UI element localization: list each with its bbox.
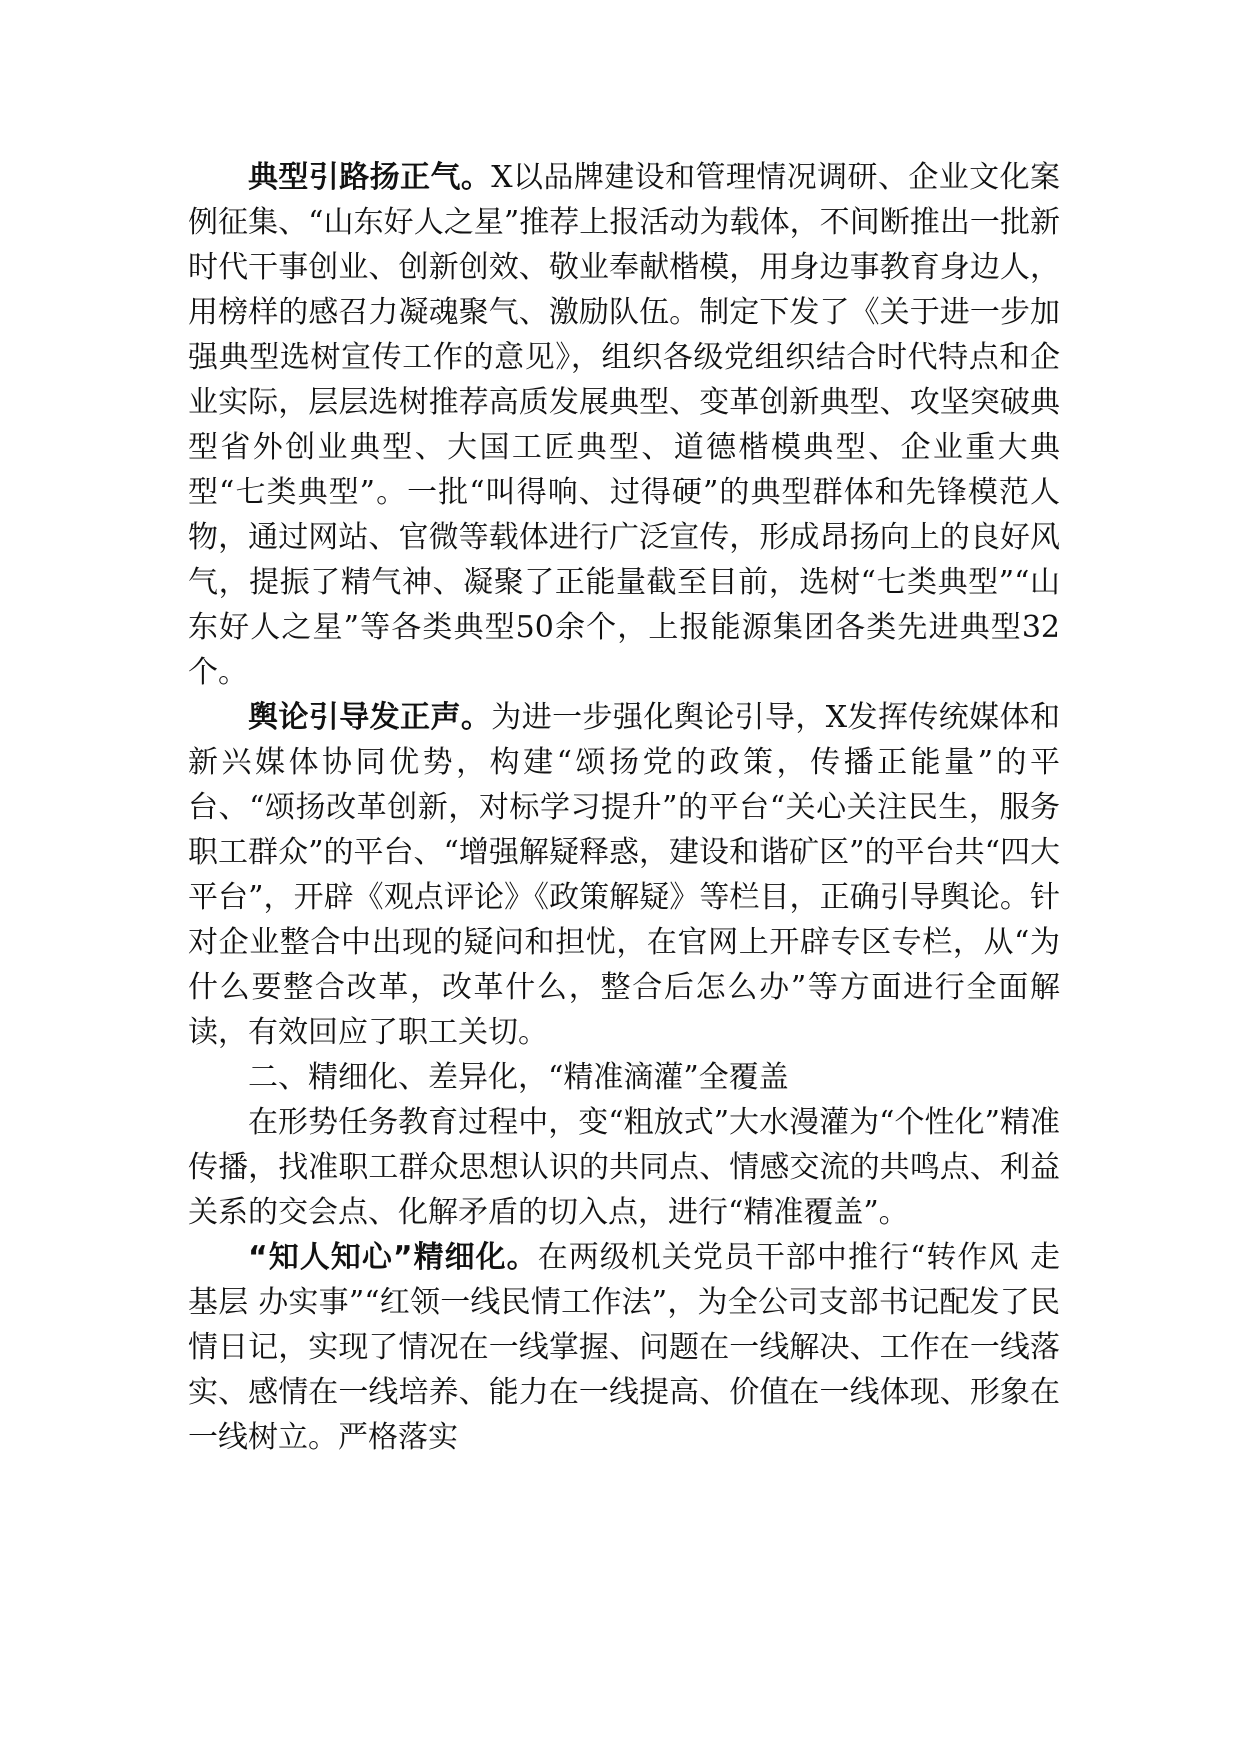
paragraph-heading: 典型引路扬正气。 [248,160,492,195]
paragraph-precision-education [188,1100,1060,1235]
paragraph-heading: 舆论引导发正声。 [248,700,492,735]
paragraph-text: 在形势任务教育过程中，变“粗放式”大水漫灌为“个性化”精准传播，找准职工群众思想认识的共同点、情感交流的共鸣点、利益关系的交会点、化解矛盾的切入点，进行“精准覆盖”。 [188,1105,1060,1230]
section-heading [188,1055,1060,1100]
paragraph-public-opinion [188,695,1060,1055]
paragraph-typical-models [188,155,1060,695]
paragraph-text: 在两级机关党员干部中推行“转作风 走基层 办实事”“红领一线民情工作法”，为全公司支部书记配发了民情日记，实现了情况在一线掌握、问题在一线解决、工作在一线落实、感情在一线培养、能力在一线提高、价值在一线体现、形象在一线树立。严格落实 [188,1240,1061,1455]
paragraph-know-people [188,1235,1060,1460]
paragraph-text: X以品牌建设和管理情况调研、企业文化案例征集、“山东好人之星”推荐上报活动为载体，不间断推出一批新时代干事创业、创新创效、敬业奉献楷模，用身边事教育身边人，用榜样的感召力凝魂聚气、激励队伍。制定下发了《关于进一步加强典型选树宣传工作的意见》，组织各级党组织结合时代特点和企业实际，层层选树推荐高质发展典型、变革创新典型、攻坚突破典型省外创业典型、大国工匠典型、道德楷模典型、企业重大典型“七类典型”。一批“叫得响、过得硬”的典型群体和先锋模范人物，通过网站、官微等载体进行广泛宣传，形成昂扬向上的良好风气，提振了精气神、凝聚了正能量截至目前，选树“七类典型”“山东好人之星”等各类典型50余个，上报能源集团各类先进典型32个。 [188,160,1061,690]
document-body [188,155,1060,1460]
paragraph-heading: “知人知心”精细化。 [248,1240,538,1275]
section-heading-text: 二、精细化、差异化，“精准滴灌”全覆盖 [248,1060,789,1095]
paragraph-text: 为进一步强化舆论引导，X发挥传统媒体和新兴媒体协同优势，构建“颂扬党的政策，传播正能量”的平台、“颂扬改革创新，对标学习提升”的平台“关心关注民生，服务职工群众”的平台、“增强解疑释惑，建设和谐矿区”的平台共“四大平台”，开辟《观点评论》《政策解疑》等栏目，正确引导舆论。针对企业整合中出现的疑问和担忧，在官网上开辟专区专栏，从“为什么要整合改革，改革什么，整合后怎么办”等方面进行全面解读，有效回应了职工关切。 [188,700,1061,1050]
